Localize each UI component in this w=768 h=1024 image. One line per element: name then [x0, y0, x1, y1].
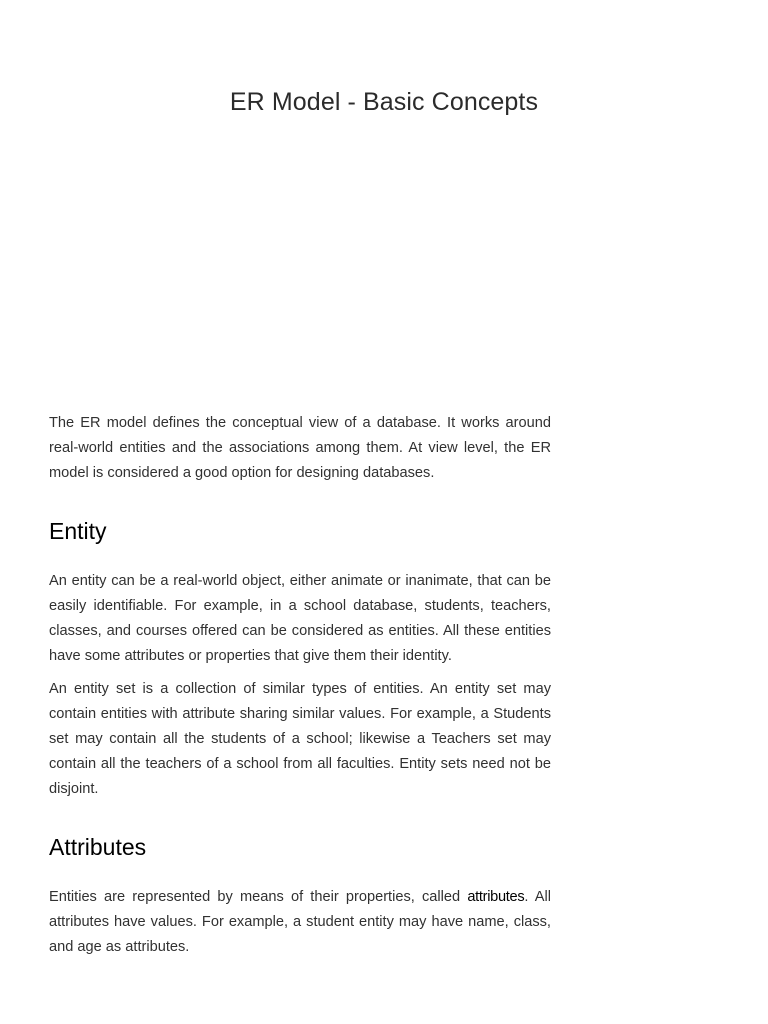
section-heading-entity: Entity	[49, 518, 107, 544]
intro-paragraph: The ER model defines the conceptual view of a database. It works around real-world entities and the associations among them. At view level, the ER model is considered a good option for designing databases.	[49, 415, 551, 481]
section-heading-attributes: Attributes	[49, 834, 147, 860]
attributes-term: attributes	[467, 889, 525, 905]
entity-paragraph-1: An entity can be a real-world object, either animate or inanimate, that can be easily identifiable. For example, in a school database, students, teachers, classes, and courses offered can be considered as entities. All these entities have some attributes or properties that give them their identity.	[49, 573, 551, 664]
entity-paragraph-2: An entity set is a collection of similar types of entities. An entity set may contain entities with attribute sharing similar values. For example, a Students set may contain all the students of a school; likewise a Teachers set may contain all the teachers of a school from all faculties. Entity sets need not be disjoint.	[49, 681, 551, 797]
attributes-paragraph-1	[49, 885, 551, 960]
article-content	[49, 411, 551, 968]
attributes-paragraph-text-before: Entities are represented by means of their properties, called	[49, 889, 468, 905]
attributes-paragraph-text-after: . All attributes have values. For example, a student entity may have name, class, and age as attributes.	[49, 889, 551, 955]
page-title: ER Model - Basic Concepts	[229, 88, 539, 116]
ad-placeholder	[49, 140, 551, 400]
